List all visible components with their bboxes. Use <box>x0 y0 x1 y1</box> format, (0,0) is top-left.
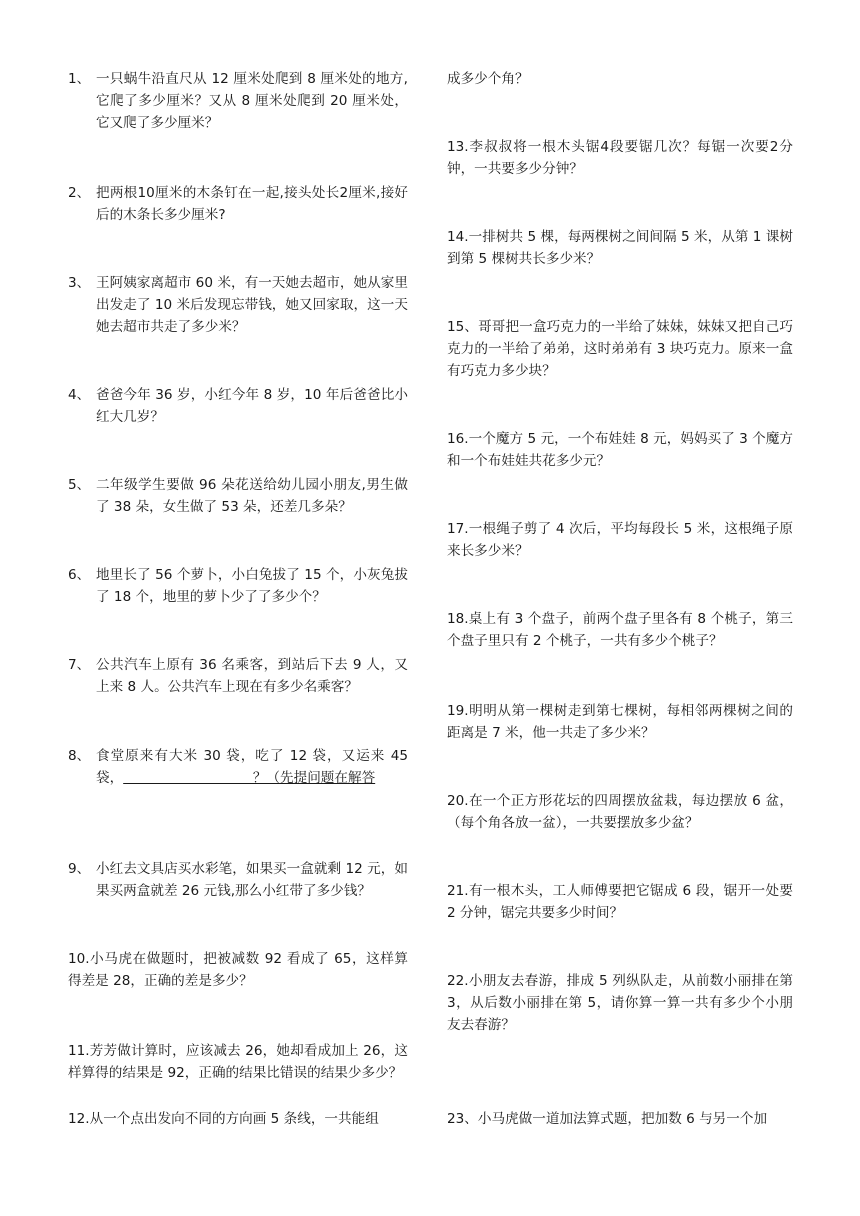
question-text: 12.从一个点出发向不同的方向画 5 条线，一共能组 <box>68 1111 379 1127</box>
question-9 <box>68 858 408 902</box>
question-blank-underlined: ？（先提问题在解答 <box>123 770 376 786</box>
question-13 <box>447 136 793 180</box>
question-8 <box>68 745 408 789</box>
question-text: 19.明明从第一棵树走到第七棵树，每相邻两棵树之间的距离是 7 米，他一共走了多少米？ <box>447 703 793 741</box>
question-text: 14.一排树共 5 棵，每两棵树之间间隔 5 米，从第 1 课树到第 5 棵树共长多少米？ <box>447 229 793 267</box>
question-12 <box>68 1108 408 1130</box>
question-7 <box>68 654 408 698</box>
question-text: 23、小马虎做一道加法算式题，把加数 6 与另一个加 <box>447 1111 768 1127</box>
question-1 <box>68 68 408 134</box>
question-number: 9、 <box>68 861 91 877</box>
question-11 <box>68 1040 408 1084</box>
question-number: 6、 <box>68 567 91 583</box>
question-text: 13.李叔叔将一根木头锯4段要锯几次？每锯一次要2分钟，一共要多少分钟？ <box>447 139 793 177</box>
question-text: 18.桌上有 3 个盘子，前两个盘子里各有 8 个桃子，第三个盘子里只有 2 个桃子，一共有多少个桃子？ <box>447 611 793 649</box>
question-2 <box>68 182 408 226</box>
question-text: 16.一个魔方 5 元，一个布娃娃 8 元，妈妈买了 3 个魔方和一个布娃娃共花多少元？ <box>447 431 793 469</box>
question-19 <box>447 700 793 744</box>
question-text: 爸爸今年 36 岁，小红今年 8 岁，10 年后爸爸比小红大几岁？ <box>96 387 408 425</box>
question-text: 11.芳芳做计算时，应该减去 26，她却看成加上 26，这样算得的结果是 92，正确的结果比错误的结果少多少？ <box>68 1043 408 1081</box>
question-text: 一只蜗牛沿直尺从 12 厘米处爬到 8 厘米处的地方,它爬了多少厘米？又从 8 厘米处爬到 20 厘米处，它又爬了多少厘米？ <box>96 71 408 131</box>
question-text: 小红去文具店买水彩笔，如果买一盒就剩 12 元，如果买两盒就差 26 元钱,那么小红带了多少钱？ <box>96 861 408 899</box>
question-18 <box>447 608 793 652</box>
question-16 <box>447 428 793 472</box>
question-number: 3、 <box>68 275 91 291</box>
question-text-part: 食堂原来有大米 30 袋，吃了 12 袋，又运来 45 袋， <box>96 748 408 786</box>
question-text <box>96 745 408 789</box>
question-10 <box>68 948 408 992</box>
question-text: 15、哥哥把一盒巧克力的一半给了妹妹，妹妹又把自己巧克力的一半给了弟弟，这时弟弟有 3 块巧克力。原来一盒有巧克力多少块？ <box>447 319 793 379</box>
question-text: 21.有一根木头，工人师傅要把它锯成 6 段，锯开一处要 2 分钟，锯完共要多少时间？ <box>447 883 793 921</box>
question-number: 4、 <box>68 387 91 403</box>
question-21 <box>447 880 793 924</box>
question-text: 17.一根绳子剪了 4 次后，平均每段长 5 米，这根绳子原来长多少米？ <box>447 521 793 559</box>
question-text: 22.小朋友去春游，排成 5 列纵队走，从前数小丽排在第 3，从后数小丽排在第 5，请你算一算一共有多少个小朋友去春游？ <box>447 973 793 1033</box>
question-23 <box>447 1108 793 1130</box>
question-text: 地里长了 56 个萝卜，小白兔拔了 15 个，小灰兔拔了 18 个，地里的萝卜少了了多少个？ <box>96 567 408 605</box>
question-text: 王阿姨家离超市 60 米，有一天她去超市，她从家里出发走了 10 米后发现忘带钱，她又回家取，这一天她去超市共走了多少米？ <box>96 275 408 335</box>
question-5 <box>68 474 408 518</box>
question-14 <box>447 226 793 270</box>
question-number: 5、 <box>68 477 91 493</box>
question-text: 把两根10厘米的木条钉在一起,接头处长2厘米,接好后的木条长多少厘米? <box>96 185 408 223</box>
question-text: 二年级学生要做 96 朵花送给幼儿园小朋友,男生做了 38 朵，女生做了 53 朵，还差几多朵？ <box>96 477 408 515</box>
question-number: 7、 <box>68 657 91 673</box>
question-number: 1、 <box>68 71 91 87</box>
question-17 <box>447 518 793 562</box>
question-number: 8、 <box>68 748 91 764</box>
question-22 <box>447 970 793 1036</box>
question-text: 公共汽车上原有 36 名乘客，到站后下去 9 人，又上来 8 人。公共汽车上现在有多少名乘客？ <box>96 657 408 695</box>
question-20 <box>447 790 793 834</box>
question-6 <box>68 564 408 608</box>
question-text: 成多少个角？ <box>447 71 529 87</box>
question-text: 20.在一个正方形花坛的四周摆放盆栽，每边摆放 6 盆，（每个角各放一盆），一共要摆放多少盆？ <box>447 793 793 831</box>
question-12-continued <box>447 68 793 90</box>
question-15 <box>447 316 793 382</box>
question-3 <box>68 272 408 338</box>
question-number: 2、 <box>68 185 91 201</box>
question-4 <box>68 384 408 428</box>
question-text: 10.小马虎在做题时，把被减数 92 看成了 65，这样算得差是 28，正确的差是多少？ <box>68 951 408 989</box>
